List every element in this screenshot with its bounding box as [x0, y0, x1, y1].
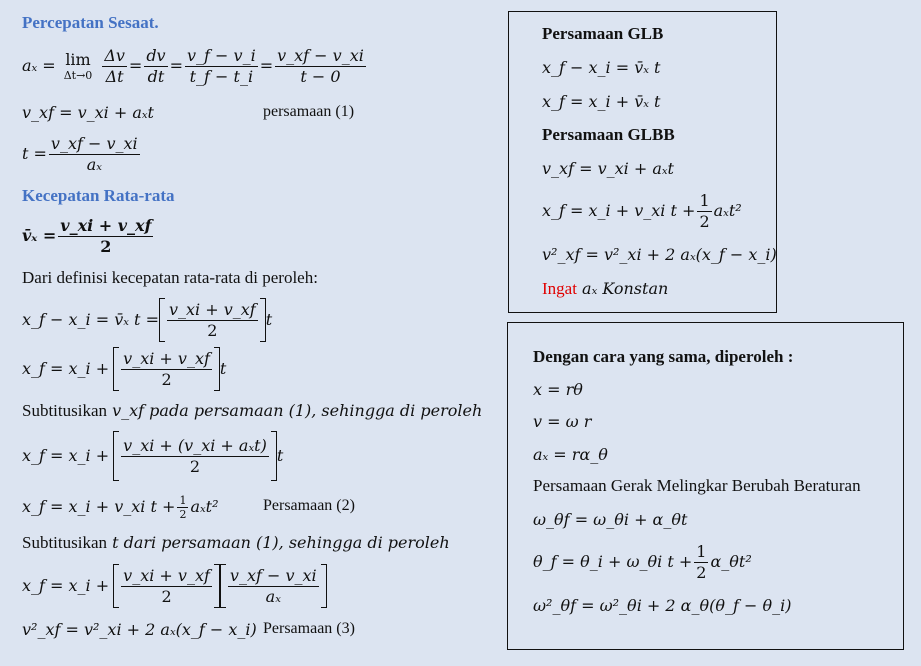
glbb-equation-1: v_xf = v_xi + aₓt — [542, 159, 674, 178]
equation-3: v²_xf = v²_xi + 2 aₓ(x_f − x_i) — [22, 620, 257, 639]
text-subtitusi-2: Subtitusikan t dari persamaan (1), sehingga di peroleh — [22, 533, 450, 552]
rotation-box — [507, 322, 904, 650]
glb-glbb-box — [508, 11, 777, 313]
glb-equation-1: x_f − x_i = v̄ₓ t — [542, 58, 661, 77]
rotation-equation-a: aₓ = rα_θ — [533, 445, 608, 464]
equation-substitution-2: x_f = x_i + $\frac{v\_xi + v\_xf}{2}$ $\frac{v\_xf - v\_xi}{\text{aₓ}}$ — [22, 562, 327, 610]
rotation-equation-omega-squared: ω²_θf = ω²_θi + 2 α_θ(θ_f − θ_i) — [533, 596, 792, 615]
rotation-equation-omega: ω_θf = ω_θi + α_θt — [533, 510, 688, 529]
ingat-label: Ingat — [542, 279, 577, 298]
rotation-equation-theta: θ_f = θ_i + ω_θi t + $\frac{1}{2}$ α_θt² — [533, 541, 752, 582]
equation-derivation-2: x_f = x_i + $\frac{v\_xi + v\_xf}{2}$ t — [22, 346, 226, 392]
equation-2: x_f = x_i + v_xi t + $\frac{1}{2}$ aₓt² — [22, 493, 219, 521]
equation-1: v_xf = v_xi + aₓt — [22, 103, 154, 122]
equation-substitution-1: x_f = x_i + $\frac{\text{v\_xi + (v\_xi + aₓt)}}{2}$ t — [22, 430, 283, 482]
heading-percepatan-sesaat: Percepatan Sesaat. — [22, 13, 159, 32]
rotation-equation-v: v = ω r — [533, 412, 592, 431]
equation-3-label: Persamaan (3) — [263, 620, 355, 637]
glbb-equation-3: v²_xf = v²_xi + 2 aₓ(x_f − x_i) — [542, 245, 777, 264]
equation-2-label: Persamaan (2) — [263, 497, 355, 514]
title-rotation: Dengan cara yang sama, diperoleh : — [533, 347, 794, 366]
equation-percepatan-sesaat: aₓ = lim Δt→0 $\frac{\Delta v}{\Delta t}$ = $\frac{dv}{dt}$ = $\frac{v\_f - v\_i}{t\_f - t\_i}$ = $\frac{v\_xf - v\_xi}{t - 0}$ — [22, 45, 364, 86]
ingat-note: Ingat aₓ Konstan — [542, 279, 669, 298]
text-definisi: Dari definisi kecepatan rata-rata di peroleh: — [22, 268, 318, 287]
title-glbb: Persamaan GLBB — [542, 125, 675, 144]
text-subtitusi-1: Subtitusikan v_xf pada persamaan (1), sehingga di peroleh — [22, 401, 483, 420]
glb-equation-2: x_f = x_i + v̄ₓ t — [542, 92, 661, 111]
equation-average-velocity: v̄ₓ = $\frac{v\_xi + v\_xf}{2}$ — [22, 215, 152, 256]
equation-1-label: persamaan (1) — [263, 103, 355, 120]
subtitle-gmbb: Persamaan Gerak Melingkar Berubah Beraturan — [533, 476, 861, 495]
rotation-equation-x: x = rθ — [533, 380, 583, 399]
equation-t: t = $\frac{v\_xf - v\_xi}{\text{aₓ}}$ — [22, 133, 138, 174]
heading-kecepatan-rata-rata: Kecepatan Rata-rata — [22, 186, 175, 205]
glbb-equation-2: x_f = x_i + v_xi t + $\frac{1}{2}$ aₓt² — [542, 190, 742, 231]
title-glb: Persamaan GLB — [542, 24, 664, 43]
equation-derivation-1: x_f − x_i = v̄ₓ t = $\frac{v\_xi + v\_xf}{2}$ t — [22, 297, 272, 343]
